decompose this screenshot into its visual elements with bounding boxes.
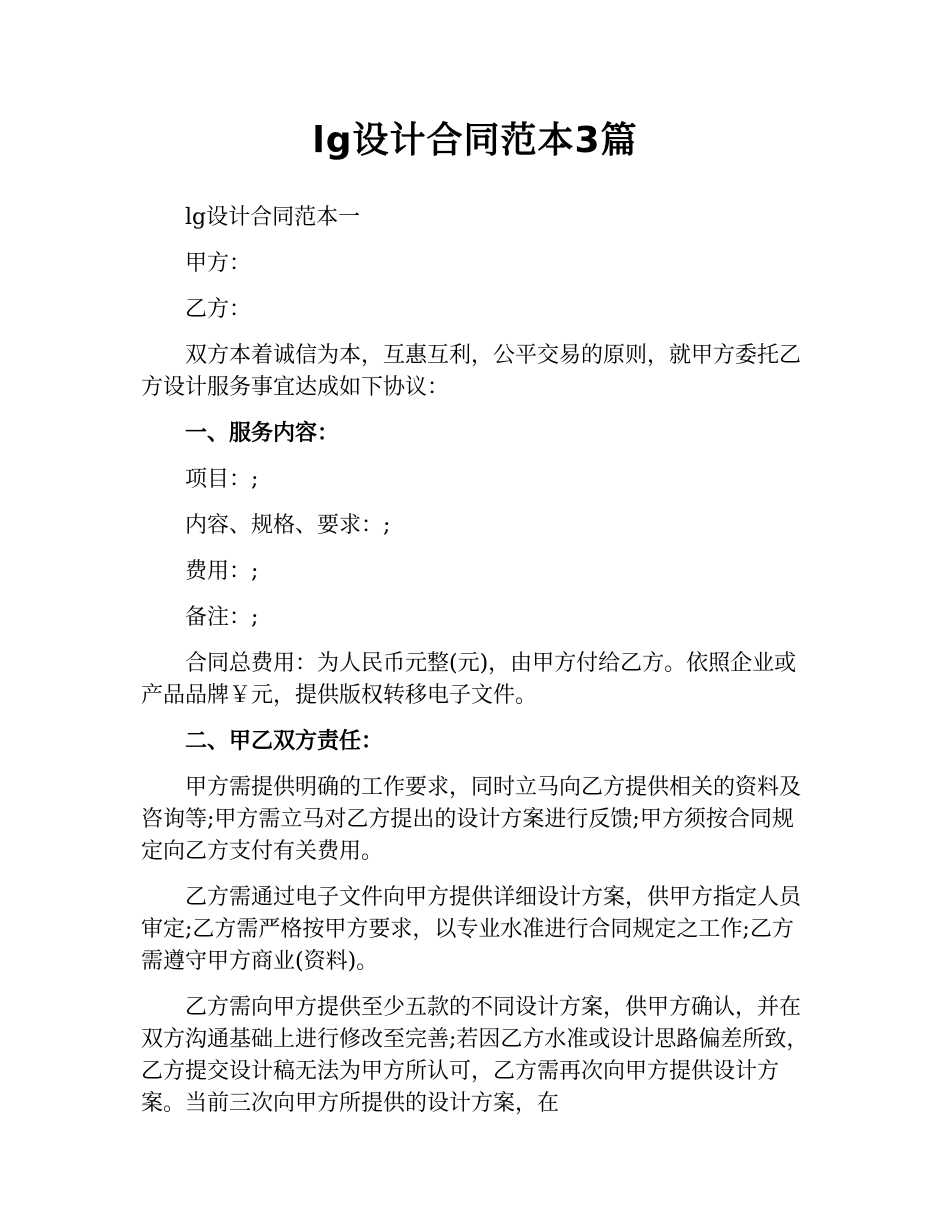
preamble-paragraph: 双方本着诚信为本，互惠互利，公平交易的原则，就甲方委托乙方设计服务事宜达成如下协议：	[141, 343, 802, 400]
party-b-responsibility-paragraph: 乙方需通过电子文件向甲方提供详细设计方案，供甲方指定人员审定;乙方需严格按甲方要求，以专业水准进行合同规定之工作;乙方需遵守甲方商业(资料)。	[141, 885, 802, 974]
design-proposal-paragraph: 乙方需向甲方提供至少五款的不同设计方案，供甲方确认，并在双方沟通基础上进行修改至完善;若因乙方水准或设计思路偏差所致，乙方提交设计稿无法为甲方所认可，乙方需再次向甲方提供设计方案。当前三次向甲方所提供的设计方案，在	[141, 995, 809, 1116]
item-project: 项目：;	[185, 467, 259, 492]
total-fee-paragraph: 合同总费用：为人民币元整(元)，由甲方付给乙方。依照企业或产品品牌￥元，提供版权转移电子文件。	[141, 651, 797, 708]
party-a-responsibility-paragraph: 甲方需提供明确的工作要求，同时立马向乙方提供相关的资料及咨询等;甲方需立马对乙方提出的设计方案进行反馈;甲方须按合同规定向乙方支付有关费用。	[141, 775, 802, 864]
item-remarks: 备注：;	[185, 605, 259, 630]
document-title: lg设计合同范本3篇	[312, 120, 638, 161]
document-body	[141, 202, 814, 1134]
section-subtitle: lg设计合同范本一	[185, 205, 361, 230]
section-heading-service-content: 一、服务内容：	[185, 421, 340, 446]
item-fee: 费用：;	[185, 559, 259, 584]
item-requirements: 内容、规格、要求：;	[185, 513, 391, 538]
party-a-line: 甲方：	[185, 251, 252, 276]
section-heading-responsibilities: 二、甲乙双方责任：	[185, 729, 384, 754]
party-b-line: 乙方：	[185, 297, 252, 322]
